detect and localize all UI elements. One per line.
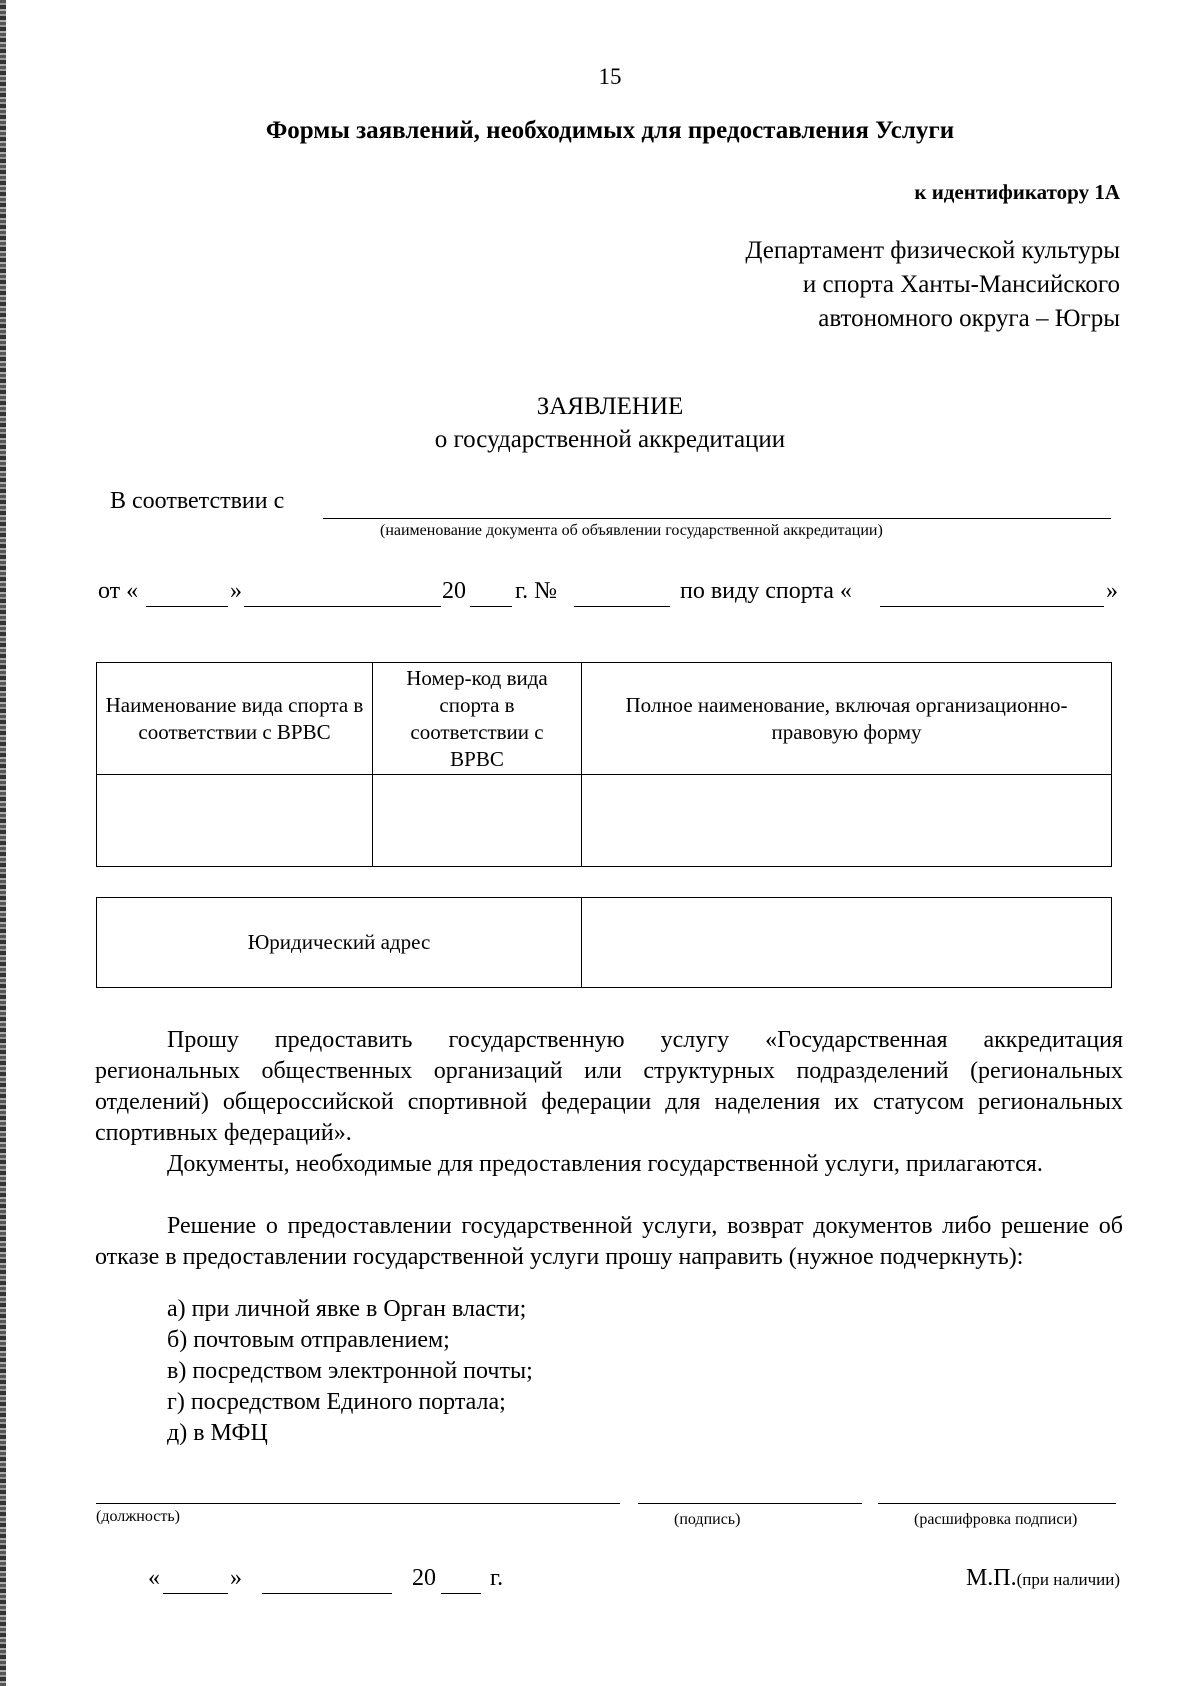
signature-decoding-field[interactable]: [878, 1503, 1116, 1504]
cell-full-name-input[interactable]: [582, 775, 1112, 867]
header-sport-code: Номер-код вида спорта в соответствии с ВРВС: [373, 663, 582, 775]
delivery-option-portal[interactable]: г) посредством Единого портала;: [167, 1389, 506, 1415]
date-day-field[interactable]: [146, 606, 228, 607]
date-from-label: от «: [98, 578, 139, 604]
recipient-line: автономного округа – Югры: [818, 305, 1120, 332]
table-row: [97, 898, 1112, 988]
request-paragraph: Прошу предоставить государственную услугу «Государственная аккредитация региональных общественных организаций или структурных подразделений (региональных отделений) общероссийской спортивной федерации для наделения их статусом региональных спортивных федераций».: [95, 1027, 1123, 1146]
delivery-option-email[interactable]: в) посредством электронной почты;: [167, 1358, 533, 1384]
seal-label: М.П.: [965, 1565, 1017, 1591]
accordance-caption: (наименование документа об объявлении государственной аккредитации): [380, 522, 883, 539]
signature-field[interactable]: [638, 1503, 862, 1504]
seal-block: [966, 1565, 1120, 1592]
accordance-document-field[interactable]: [323, 518, 1111, 519]
identifier-label: к идентификатору 1А: [914, 180, 1120, 204]
documents-paragraph: Документы, необходимые для предоставления государственной услуги, прилагаются.: [167, 1151, 1043, 1177]
delivery-option-mfc[interactable]: д) в МФЦ: [167, 1420, 268, 1446]
main-title: Формы заявлений, необходимых для предоставления Услуги: [265, 117, 955, 144]
header-full-name: Полное наименование, включая организационно-правовую форму: [582, 663, 1112, 775]
recipient-line: Департамент физической культуры: [745, 237, 1120, 264]
delivery-option-post[interactable]: б) почтовым отправлением;: [167, 1327, 450, 1353]
table-row: [97, 775, 1112, 867]
document-title-sub: о государственной аккредитации: [434, 426, 786, 453]
position-caption: (должность): [96, 1508, 180, 1525]
cell-sport-code-input[interactable]: [373, 775, 582, 867]
accordance-label: В соответствии с: [110, 488, 285, 514]
date-month-field[interactable]: [244, 606, 441, 607]
recipient-block: [745, 234, 1120, 336]
sport-info-table: [96, 662, 1112, 867]
cell-sport-name-input[interactable]: [97, 775, 373, 867]
sport-name-field[interactable]: [880, 606, 1104, 607]
document-number-field[interactable]: [574, 606, 670, 607]
bottom-date-month-field[interactable]: [262, 1593, 392, 1594]
date-year-field[interactable]: [470, 606, 512, 607]
header-sport-name: Наименование вида спорта в соответствии с ВРВС: [97, 663, 373, 775]
bottom-date-year-field[interactable]: [441, 1593, 481, 1594]
table-header-row: [97, 663, 1112, 775]
bottom-date-open-quote: «: [148, 1565, 160, 1591]
bottom-date-day-field[interactable]: [163, 1593, 228, 1594]
page-number: 15: [598, 64, 622, 89]
date-close-quote: »: [230, 578, 242, 604]
bottom-date-close-quote: »: [230, 1565, 242, 1591]
scan-edge: [0, 0, 6, 1686]
position-field[interactable]: [96, 1503, 620, 1504]
seal-note: (при наличии): [1016, 1570, 1120, 1589]
legal-address-table: [96, 897, 1112, 988]
bottom-date-year-prefix: 20: [412, 1565, 436, 1591]
date-year-prefix: 20: [442, 578, 466, 604]
legal-address-input[interactable]: [582, 898, 1112, 988]
recipient-line: и спорта Ханты-Мансийского: [802, 271, 1120, 298]
delivery-option-in-person[interactable]: а) при личной явке в Орган власти;: [167, 1296, 527, 1322]
signature-caption: (подпись): [674, 1511, 741, 1528]
date-number-label: г. №: [515, 578, 558, 604]
signature-decoding-caption: (расшифровка подписи): [914, 1511, 1078, 1528]
bottom-date-year-suffix: г.: [490, 1565, 504, 1591]
document-title-main: ЗАЯВЛЕНИЕ: [536, 393, 684, 420]
sport-label: по виду спорта «: [680, 578, 852, 604]
sport-close-quote: »: [1106, 578, 1118, 604]
document-title: [0, 390, 1200, 456]
decision-paragraph: Решение о предоставлении государственной услуги, возврат документов либо решение об отказе в предоставлении государственной услуги прошу направить (нужное подчеркнуть):: [95, 1213, 1123, 1270]
legal-address-label: Юридический адрес: [97, 898, 582, 988]
